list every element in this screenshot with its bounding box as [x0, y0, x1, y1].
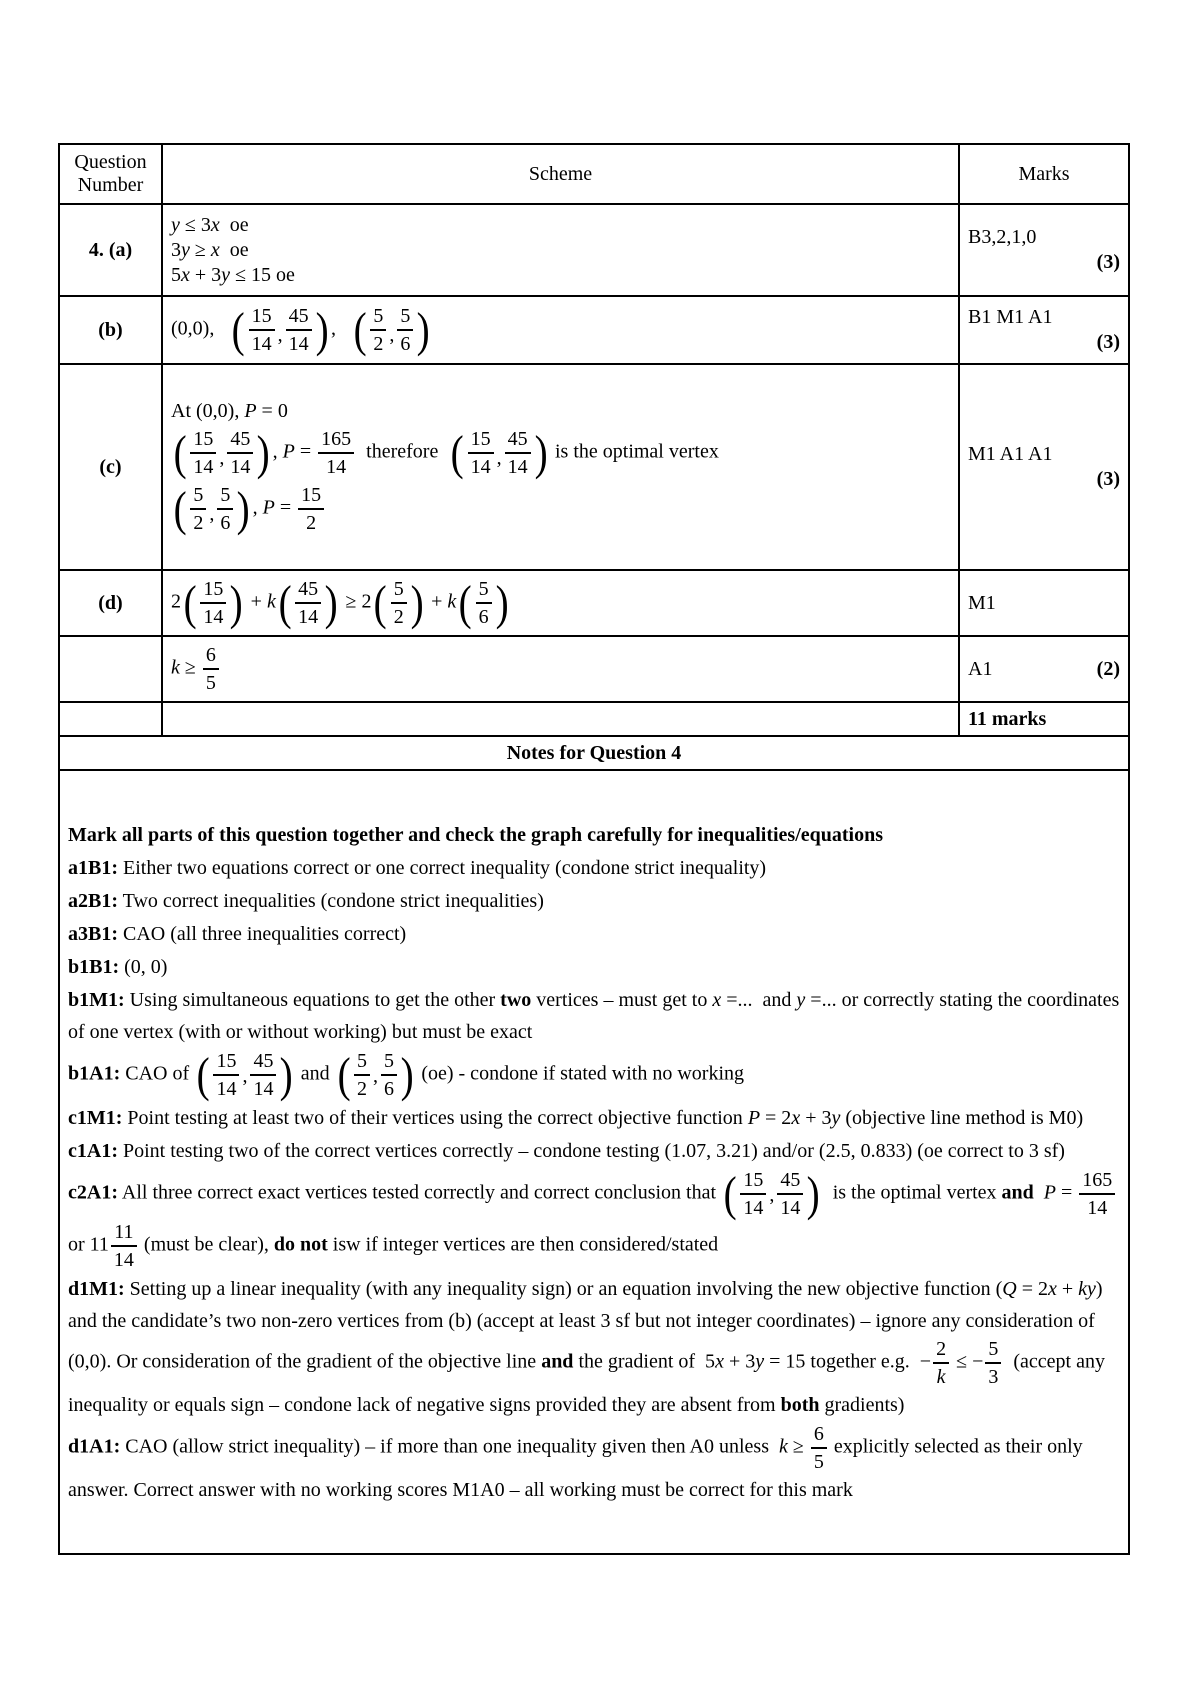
k-solution: k ≥ $\frac{6}{5}$ — [171, 643, 950, 695]
row-4b — [59, 296, 1129, 364]
point-test-second: ( $\frac{5}{2}$ , $\frac{5}{6}$ ) , P = $\frac{15}{2}$ — [171, 483, 950, 535]
row-4a — [59, 204, 1129, 296]
row-4a-scheme — [162, 204, 959, 296]
point-test-optimal: ( $\frac{15}{14}$ , $\frac{45}{14}$ ) , P = $\frac{165}{14}$ therefore ( $\frac{15}{14}$ , $\frac{45}{14}$ ) is the optimal vertex — [173, 424, 719, 480]
inequality-3: 5x + 3y ≤ 15 oe — [171, 263, 295, 286]
vertices-list: (0,0), ( $\frac{15}{14}$ , $\frac{45}{14}$ ) , ( $\frac{5}{2}$ , $\frac{5}{6}$ ) — [171, 302, 431, 358]
note-c2a1: c2A1: All three correct exact vertices tested correctly and correct conclusion that ( $\frac{15}{14}$ , $\frac{45}{14}$ ) is the optimal vertex and P = $\frac{165}{14}$ or 11 $\frac{11}{14}$ (must be clear), do not isw if integer vertices are then considered/stated — [68, 1168, 1120, 1272]
note-a1b1: a1B1: Either two equations correct or one correct inequality (condone strict inequality) — [68, 856, 767, 879]
point-test-origin: At (0,0), P = 0 — [171, 399, 288, 422]
row-4d-scheme — [162, 570, 959, 636]
marks-subtotal: (3) — [1096, 251, 1120, 273]
marks-subtotal: (3) — [1096, 468, 1120, 490]
row-total-label — [59, 702, 162, 736]
note-b1m1: b1M1: Using simultaneous equations to get the other two vertices – must get to x =... and y =... or correctly stating the coordinates of one vertex (with or without working) but must be exact — [68, 988, 1120, 1043]
row-4d-answer-label — [59, 636, 162, 702]
note-b1b1: b1B1: (0, 0) — [68, 955, 168, 978]
row-4d-answer-scheme — [162, 636, 959, 702]
inequality-1: y ≤ 3x oe — [171, 213, 249, 236]
row-4b-marks — [959, 296, 1129, 364]
total-marks: 11 marks — [968, 707, 1047, 730]
row-4d — [59, 570, 1129, 636]
row-4d-answer — [59, 636, 1129, 702]
note-c1m1: c1M1: Point testing at least two of their vertices using the correct objective function P = 2x + 3y (objective line method is M0) — [68, 1106, 1084, 1129]
inequality-2: 3y ≥ x oe — [171, 238, 249, 261]
row-4d-marks — [959, 570, 1129, 636]
note-d1a1: d1A1: CAO (allow strict inequality) – if more than one inequality given then A0 unless k ≥ $\frac{6}{5}$ explicitly selected as their only answer. Correct answer with no working scores M1A0 – all working must be correct for this mark — [68, 1422, 1083, 1501]
row-4a-label: 4. (a) — [59, 204, 162, 296]
scheme-table — [58, 143, 1130, 1555]
row-total-marks — [959, 702, 1129, 736]
marks-codes: M1 A1 A1 — [968, 443, 1053, 465]
note-a3b1: a3B1: CAO (all three inequalities correct) — [68, 922, 407, 945]
marks-codes: B3,2,1,0 — [968, 226, 1037, 248]
notes-header-row — [59, 736, 1129, 770]
notes-title: Notes for Question 4 — [59, 736, 1129, 770]
col-header-marks: Marks — [959, 144, 1129, 204]
row-4c — [59, 364, 1129, 570]
note-a2b1: a2B1: Two correct inequalities (condone strict inequalities) — [68, 889, 544, 912]
row-4b-label: (b) — [59, 296, 162, 364]
row-total — [59, 702, 1129, 736]
row-4d-label: (d) — [59, 570, 162, 636]
objective-inequality: 2 ( $\frac{15}{14}$ ) + k ( $\frac{45}{14}$ ) ≥ 2 ( $\frac{5}{2}$ ) + k ( $\frac{5}{6}$ ) — [171, 575, 509, 631]
row-4c-marks — [959, 364, 1129, 570]
note-general: Mark all parts of this question together and check the graph carefully for inequalities/equations — [68, 823, 884, 846]
col-header-question: Question Number — [59, 144, 162, 204]
marks-codes: B1 M1 A1 — [968, 306, 1053, 328]
row-4d-answer-marks — [959, 636, 1129, 702]
note-c1a1: c1A1: Point testing two of the correct vertices correctly – condone testing (1.07, 3.21) and/or (2.5, 0.833) (oe correct to 3 sf) — [68, 1139, 1065, 1162]
row-4c-label: (c) — [59, 364, 162, 570]
marks-codes: A1 — [968, 657, 993, 680]
marks-subtotal: (3) — [1096, 331, 1120, 353]
note-d1m1: d1M1: Setting up a linear inequality (with any inequality sign) or an equation involving the new objective function (Q = 2x + ky) and the candidate’s two non-zero vertices from (b) (accept at least 3 sf but not integer coordinates) – ignore any consideration of (0,0). Or consideration of the gradient of the objective line and the gradient of 5x + 3y = 15 together e.g. − $\frac{2}{k}$ ≤ − $\frac{5}{3}$ (accept any inequality or equals sign – condone lack of negative signs provided they are absent from both gradients) — [68, 1277, 1105, 1416]
row-4a-marks — [959, 204, 1129, 296]
note-b1a1: b1A1: CAO of ( $\frac{15}{14}$ , $\frac{45}{14}$ ) and ( $\frac{5}{2}$ , $\frac{5}{6}$ ) (oe) - condone if stated with no working — [68, 1046, 745, 1102]
row-4c-scheme — [162, 364, 959, 570]
row-total-scheme — [162, 702, 959, 736]
row-4b-scheme — [162, 296, 959, 364]
marks-subtotal: (2) — [1096, 657, 1120, 680]
notes-body — [59, 770, 1129, 1554]
col-header-scheme: Scheme — [162, 144, 959, 204]
notes-body-row — [59, 770, 1129, 1554]
marks-codes: M1 — [968, 591, 996, 614]
header-row — [59, 144, 1129, 204]
